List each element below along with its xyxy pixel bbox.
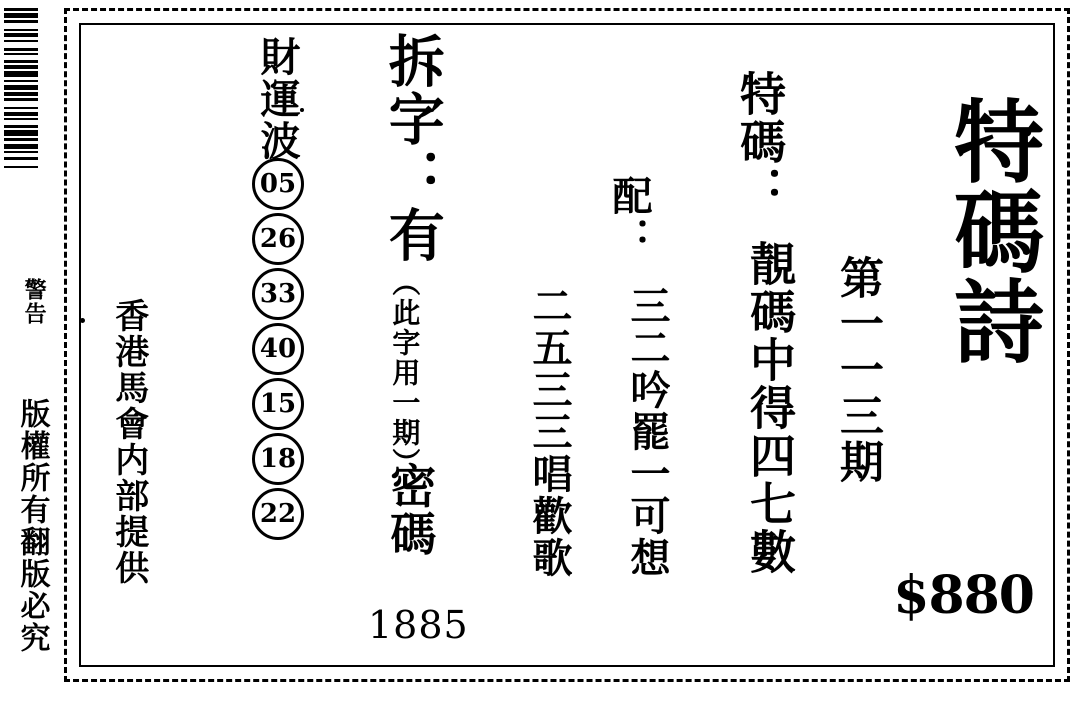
chaizi-note: （此字用一期） [388,268,422,478]
barcode-bar [4,13,38,18]
barcode-bar [4,40,38,42]
barcode-bar [4,71,38,77]
poster-title-column [938,95,1043,365]
barcode-bar [4,112,38,116]
barcode-bar [4,138,38,141]
price-label: $880 [893,565,1034,626]
barcode-bar [4,125,38,128]
barcode-bar [4,33,38,37]
caiyun-label: 財運波 [254,36,300,162]
number-ball: 40 [252,323,304,375]
tema-line: 靚碼中得四七數 [743,240,797,576]
chaizi-label: 拆字：有 [379,32,445,264]
issue-number: 第一一三期 [832,255,883,485]
tema-label: 特碼： [733,70,787,214]
ink-dot [80,318,85,323]
barcode-bar [4,166,38,168]
barcode-bar [4,29,38,31]
barcode-bar [4,60,38,63]
page-title: 特碼詩 [938,95,1043,365]
chaizi-number: 1885 [368,603,469,647]
barcode-bar [4,92,38,96]
number-list [252,158,304,540]
number-ball: 26 [252,213,304,265]
barcode-bar [4,144,38,149]
number-ball: 15 [252,378,304,430]
barcode-bar [4,53,38,55]
barcode-bar [4,151,38,153]
barcode-bar [4,8,38,11]
number-ball: 18 [252,433,304,485]
pei-label: 配： [606,175,652,259]
barcode [4,8,38,268]
barcode-bar [4,107,38,109]
barcode-bar [4,20,38,23]
pei-line-2: 二五三三唱歡歌 [526,285,572,579]
warning-text: 版權所有翻版必究 [14,398,50,654]
warning-label: 警告 [21,278,47,326]
number-ball: 05 [252,158,304,210]
pei-line-1: 三二吟罷一可想 [624,285,670,579]
barcode-bar [4,118,38,120]
barcode-bar [4,157,38,160]
barcode-bar [4,65,38,69]
barcode-bar [4,80,38,82]
barcode-bar [4,98,38,101]
supplier-text: 香港馬會内部提供 [108,298,149,586]
chaizi-mima-label: 密碼 [383,462,438,558]
number-ball: 33 [252,268,304,320]
barcode-bar [4,48,38,51]
number-ball: 22 [252,488,304,540]
barcode-bar [4,130,38,136]
ink-dot [300,108,304,112]
barcode-bar [4,85,38,90]
